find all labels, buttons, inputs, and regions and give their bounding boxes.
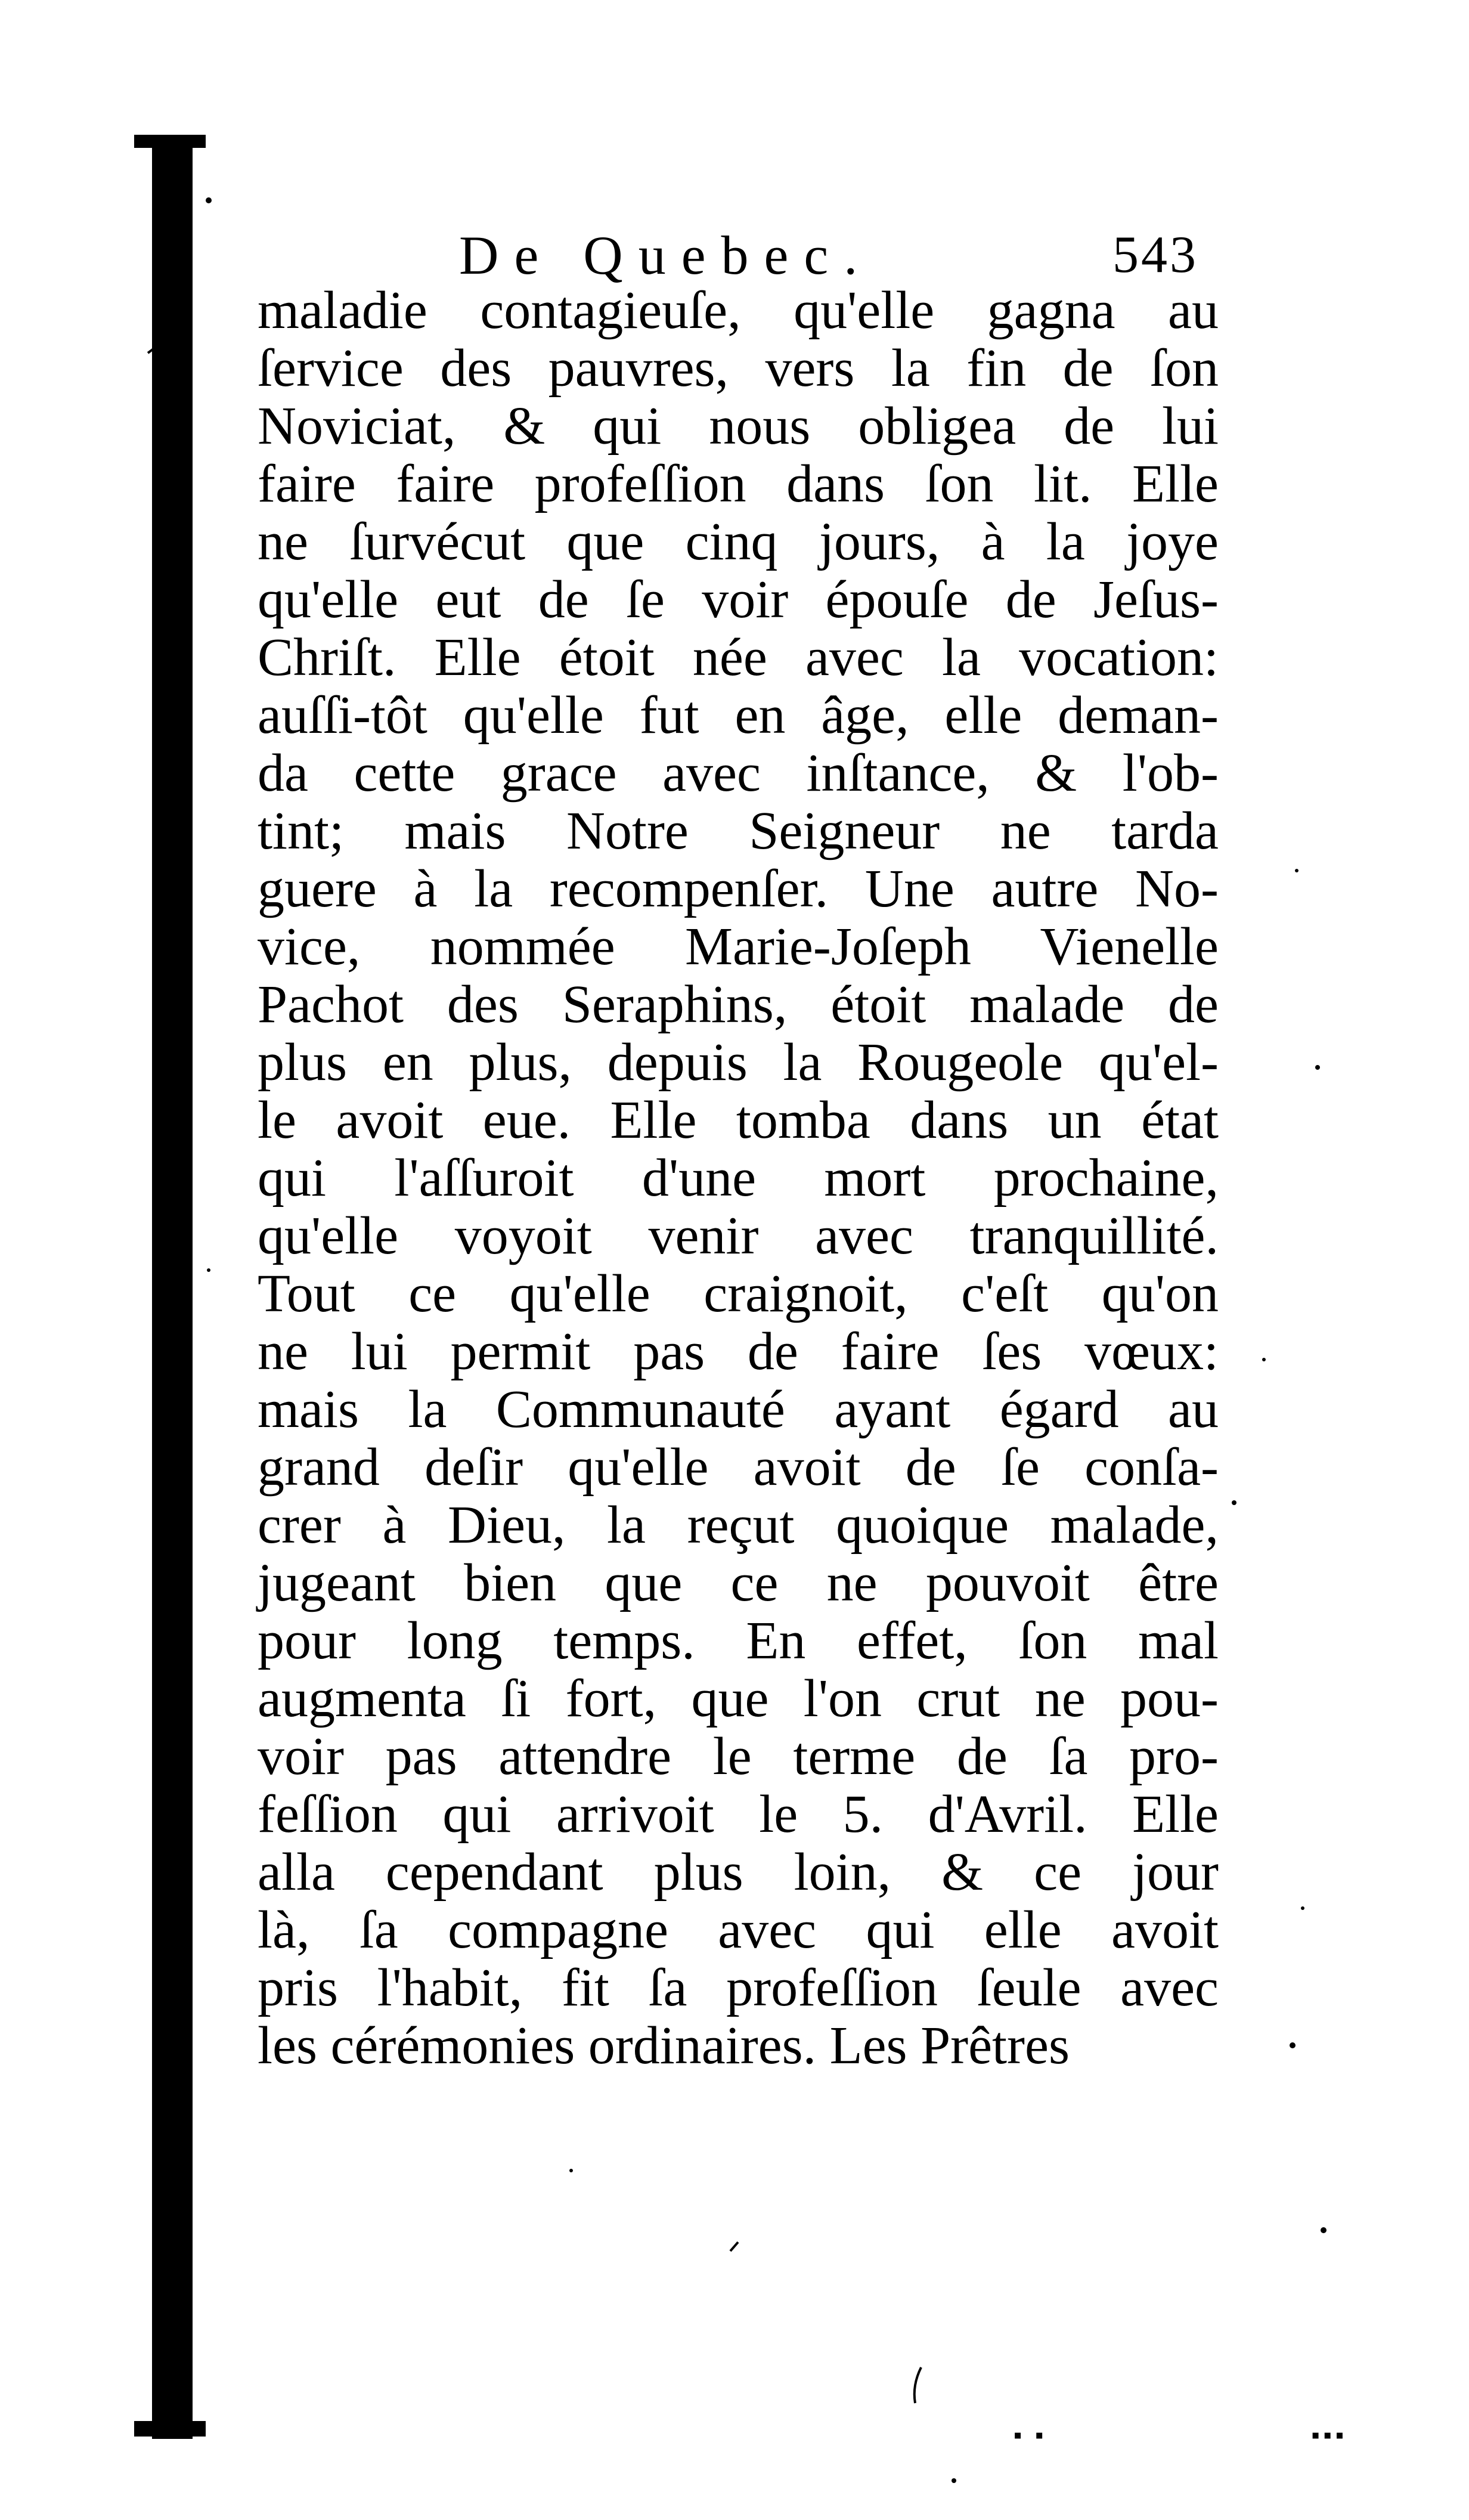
text-line: pour long temps. En effet, ſon mal — [258, 1611, 1219, 1670]
text-line: pris l'habit, fit ſa profeſſion ſeule avec — [258, 1958, 1219, 2017]
scan-binding-shadow-top — [134, 135, 206, 148]
text-line: qu'elle eut de ſe voir épouſe de Jeſus- — [258, 570, 1219, 629]
text-line: faire faire profeſſion dans ſon lit. Elle — [258, 454, 1219, 513]
body-text — [258, 281, 1219, 2075]
text-line: maladie contagieuſe, qu'elle gagna au — [258, 281, 1219, 340]
scan-binding-shadow — [152, 135, 193, 2439]
text-line: qu'elle voyoit venir avec tranquillité. — [258, 1206, 1219, 1265]
text-line: le avoit eue. Elle tomba dans un état — [258, 1091, 1219, 1150]
text-line: grand deſir qu'elle avoit de ſe conſa- — [258, 1438, 1219, 1497]
text-line: guere à la recompenſer. Une autre No- — [258, 859, 1219, 918]
text-line: crer à Dieu, la reçut quoique malade, — [258, 1496, 1219, 1555]
text-line: là, ſa compagne avec qui elle avoit — [258, 1900, 1219, 1959]
text-line: ne lui permit pas de faire ſes vœux: — [258, 1322, 1219, 1381]
text-line: voir pas attendre le terme de ſa pro- — [258, 1727, 1219, 1786]
text-line: ne ſurvécut que cinq jours, à la joye — [258, 512, 1219, 571]
text-line: Pachot des Seraphins, étoit malade de — [258, 975, 1219, 1034]
text-line: vice, nommée Marie-Joſeph Vienelle — [258, 917, 1219, 976]
printer-mark-right: ▪▪▪ — [1311, 2422, 1347, 2448]
text-line: mais la Communauté ayant égard au — [258, 1380, 1219, 1439]
text-line: Tout ce qu'elle craignoit, c'eſt qu'on — [258, 1264, 1219, 1323]
page-header — [459, 219, 1198, 291]
printer-marks — [1014, 2409, 1347, 2448]
running-head: De Quebec. — [459, 225, 873, 286]
text-line: tint; mais Notre Seigneur ne tarda — [258, 801, 1219, 860]
text-line: Chriſt. Elle étoit née avec la vocation: — [258, 628, 1219, 687]
text-line: feſſion qui arrivoit le 5. d'Avril. Elle — [258, 1785, 1219, 1844]
text-line: auſſi-tôt qu'elle fut en âge, elle deman- — [258, 686, 1219, 745]
page-number: 543 — [1112, 226, 1198, 284]
text-line: jugeant bien que ce ne pouvoit être — [258, 1553, 1219, 1612]
text-line: les cérémonies ordinaires. Les Prêtres — [258, 2016, 1070, 2075]
text-line: da cette grace avec inſtance, & l'ob- — [258, 744, 1219, 803]
scan-binding-shadow-bottom — [134, 2421, 206, 2437]
text-line: plus en plus, depuis la Rougeole qu'el- — [258, 1033, 1219, 1092]
text-line: alla cependant plus loin, & ce jour — [258, 1843, 1219, 1902]
text-line: ſervice des pauvres, vers la fin de ſon — [258, 339, 1219, 398]
printer-mark-left: ▪ ▪ — [1014, 2422, 1047, 2448]
text-line: Noviciat, & qui nous obligea de lui — [258, 397, 1219, 456]
text-line: qui l'aſſuroit d'une mort prochaine, — [258, 1148, 1219, 1208]
text-line: augmenta ſi fort, que l'on crut ne pou- — [258, 1669, 1219, 1728]
